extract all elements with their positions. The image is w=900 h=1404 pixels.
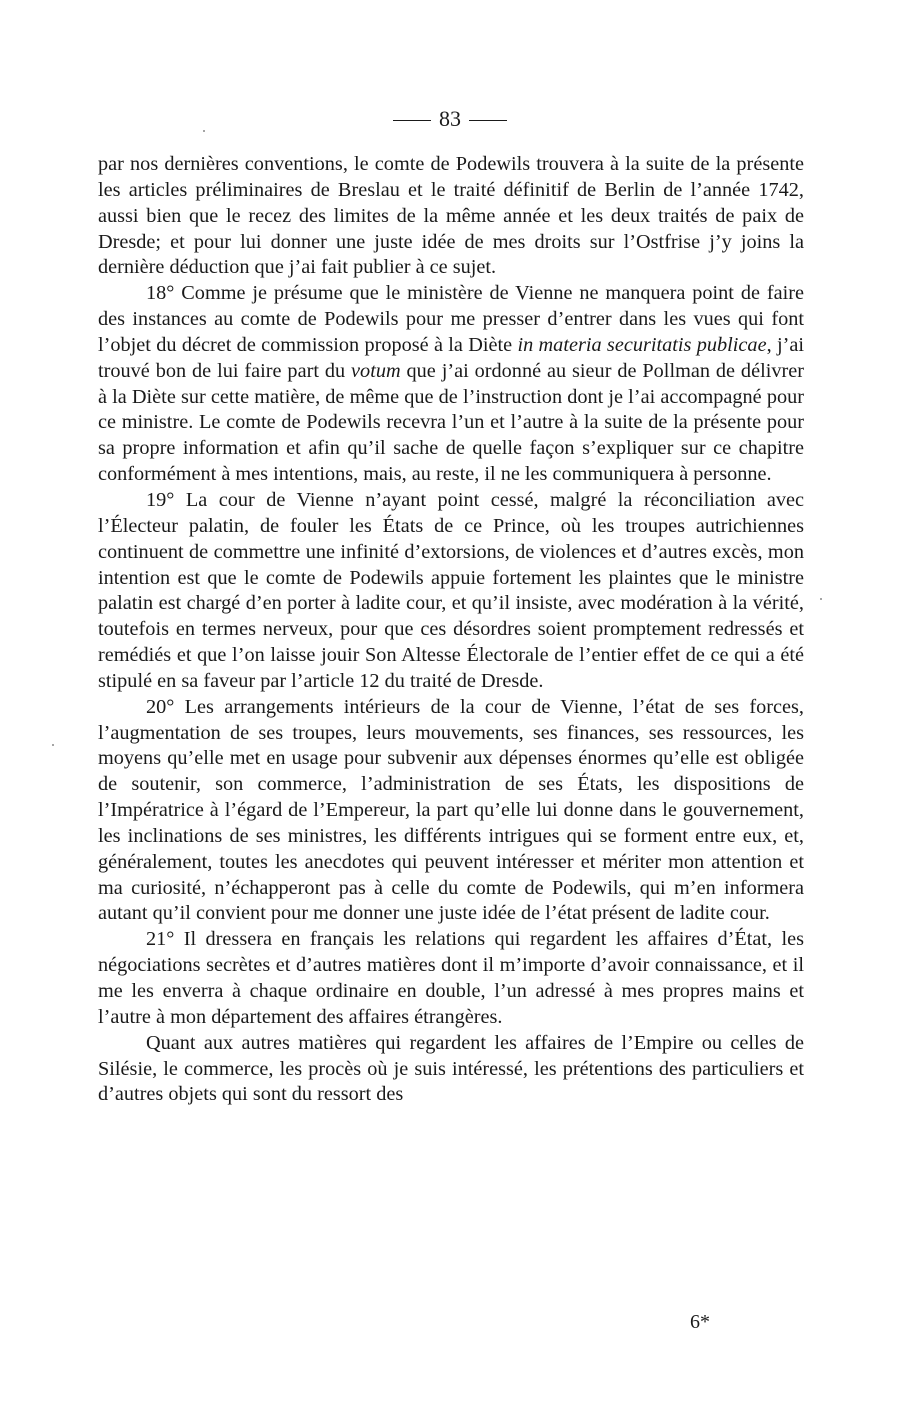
body-text [98, 152, 804, 1108]
paragraph-article-20: 20° Les arrangements intérieurs de la cour de Vienne, l’état de ses forces, l’augmentation de ses troupes, leurs mouvements, ses finances, ses ressources, les moyens qu’elle met en usage pour subvenir aux dépenses énormes qu’elle est obligée de soutenir, son commerce, l’administration de ses États, les dispositions de l’Impératrice à l’égard de l’Empereur, la part qu’elle lui donne dans le gouvernement, les inclinations de ses ministres, les différents intrigues qui se forment entre eux, et, généralement, toutes les anecdotes qui peuvent intéresser et mériter mon attention et ma curiosité, n’échapperont pas à celle du comte de Podewils, qui m’en informera autant qu’il convient pour me donner une juste idée de l’état présent de ladite cour. [98, 695, 804, 925]
paragraph-continuation: par nos dernières conventions, le comte de Podewils trouvera à la suite de la présente les articles préliminaires de Breslau et le traité définitif de Berlin de l’année 1742, aussi bien que le recez des limites de la même année et les deux traités de paix de Dresde; et pour lui donner une juste idée de mes droits sur l’Ostfrise j’y joins la dernière déduction que j’ai fait publier à ce sujet. [98, 153, 804, 279]
page-number: 83 [439, 106, 461, 131]
signature-mark: 6* [690, 1311, 710, 1333]
page-header [0, 104, 900, 134]
paragraph-quant: Quant aux autres matières qui regardent les affaires de l’Empire ou celles de Silésie, le commerce, les procès où je suis intéressé, les prétentions des particuliers et d’autres objets qui sont du ressort des [98, 1031, 804, 1106]
latin-term: votum [351, 359, 401, 382]
paragraph-article-19: 19° La cour de Vienne n’ayant point cessé, malgré la réconciliation avec l’Électeur palatin, de fouler les États de ce Prince, où les troupes autrichiennes continuent de commettre une infinité d’extorsions, de violences et d’autres excès, mon intention est que le comte de Podewils appuie fortement les plaintes que le ministre palatin est chargé d’en porter à ladite cour, et qu’il insiste, avec modération à la vérité, toutefois en termes nerveux, pour que ces désordres soient promptement redressés et remédiés et que l’on laisse jouir Son Altesse Électorale de l’entier effet de ce qui a été stipulé en sa faveur par l’article 12 du traité de Dresde. [98, 488, 804, 692]
paper-speck [203, 130, 205, 132]
paragraph-article-21: 21° Il dressera en français les relations qui regardent les affaires d’État, les négociations secrètes et d’autres matières dont il m’importe d’avoir connaissance, et il me les enverra à chaque ordinaire en double, l’un adressé à mes propres mains et l’autre à mon département des affaires étrangères. [98, 928, 804, 1028]
left-dash [393, 120, 431, 121]
paragraph-text: 18° Comme je présume que le ministère de Vienne ne manquera point de faire des instances au comte de Podewils pour me presser d’entrer dans les vues qui font l’objet du décret de commission proposé à la Diète [98, 282, 804, 356]
latin-phrase: in materia securitatis publicae [517, 333, 767, 356]
paper-speck [52, 744, 54, 746]
paragraph-article-18 [98, 281, 804, 488]
paragraph-text: , j’ai trouvé bon de lui faire part du [98, 333, 804, 382]
right-dash [469, 120, 507, 121]
paragraph-text: que j’ai ordonné au sieur de Pollman de délivrer à la Diète sur cette matière, de même que de l’instruction dont je l’ai accompagné pour ce ministre. Le comte de Podewils recevra l’un et l’autre à la suite de la présente pour sa propre information et afin qu’il sache de quelle façon s’expliquer sur ce chapitre conformément à mes intentions, mais, au reste, il ne les communiquera à personne. [98, 359, 804, 486]
paper-speck [820, 598, 822, 600]
